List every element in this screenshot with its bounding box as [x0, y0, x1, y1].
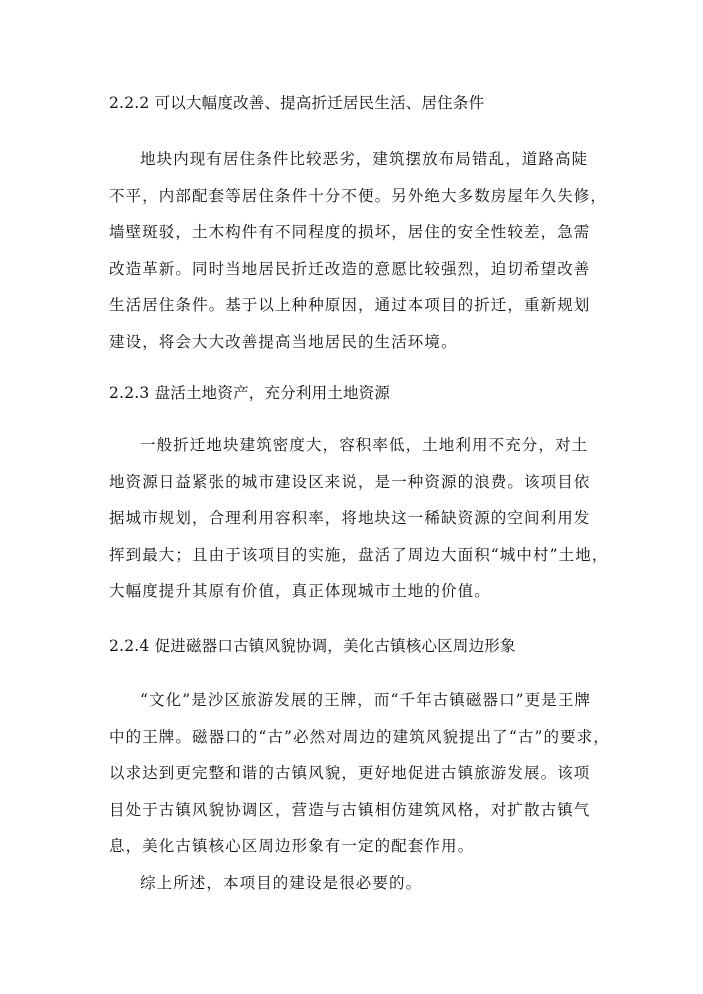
paragraph-line: 挥到最大；且由于该项目的实施，盘活了周边大面积“城中村”土地， — [109, 545, 609, 564]
paragraph-line: 生活居住条件。基于以上种种原因，通过本项目的折迁，重新规划 — [109, 296, 591, 314]
paragraph-line: 大幅度提升其原有价值，真正体现城市土地的价值。 — [109, 582, 491, 600]
section-heading-2-2-3: 2.2.3 盘活土地资产，充分利用土地资源 — [109, 384, 391, 402]
section-heading-2-2-2: 2.2.2 可以大幅度改善、提高折迁居民生活、居住条件 — [109, 94, 485, 112]
paragraph-line: 建设，将会大大改善提高当地居民的生活环境。 — [109, 332, 458, 351]
section-paragraph-2-2-2 — [109, 141, 608, 360]
paragraph-line: 一般折迁地块建筑密度大，容积率低，土地利用不充分，对土 — [140, 436, 589, 454]
paragraph-line: 地资源日益紧张的城市建设区来说，是一种资源的浪费。该项目依 — [109, 472, 591, 491]
conclusion-line: 综上所述，本项目的建设是很必要的。 — [140, 874, 423, 892]
paragraph-line: 目处于古镇风貌协调区，营造与古镇相仿建筑风格，对扩散古镇气 — [109, 800, 591, 819]
section-heading-2-2-4: 2.2.4 促进磁器口古镇风貌协调，美化古镇核心区周边形象 — [109, 637, 516, 655]
section-paragraph-2-2-3 — [109, 427, 609, 610]
paragraph-line: 改造革新。同时当地居民折迁改造的意愿比较强烈，迫切希望改善 — [109, 259, 591, 278]
paragraph-line: 不平，内部配套等居住条件十分不便。另外绝大多数房屋年久失修， — [109, 186, 608, 205]
paragraph-line: 地块内现有居住条件比较恶劣，建筑摆放布局错乱，道路高陡 — [140, 150, 589, 168]
paragraph-line: 据城市规划，合理利用容积率，将地块这一稀缺资源的空间利用发 — [109, 509, 591, 527]
paragraph-line: 息，美化古镇核心区周边形象有一定的配套作用。 — [109, 837, 475, 855]
paragraph-line: 中的王牌。磁器口的“古”必然对周边的建筑风貌提出了“古”的要求， — [109, 727, 610, 746]
section-paragraph-2-2-4 — [109, 682, 610, 865]
paragraph-line: 以求达到更完整和谐的古镇风貌，更好地促进古镇旅游发展。该项 — [109, 764, 591, 782]
paragraph-line: “文化”是沙区旅游发展的王牌，而“千年古镇磁器口”更是王牌 — [140, 691, 592, 709]
paragraph-line: 墙壁斑驳，土木构件有不同程度的损坏，居住的安全性较差，急需 — [109, 223, 591, 241]
conclusion-paragraph — [109, 865, 593, 902]
